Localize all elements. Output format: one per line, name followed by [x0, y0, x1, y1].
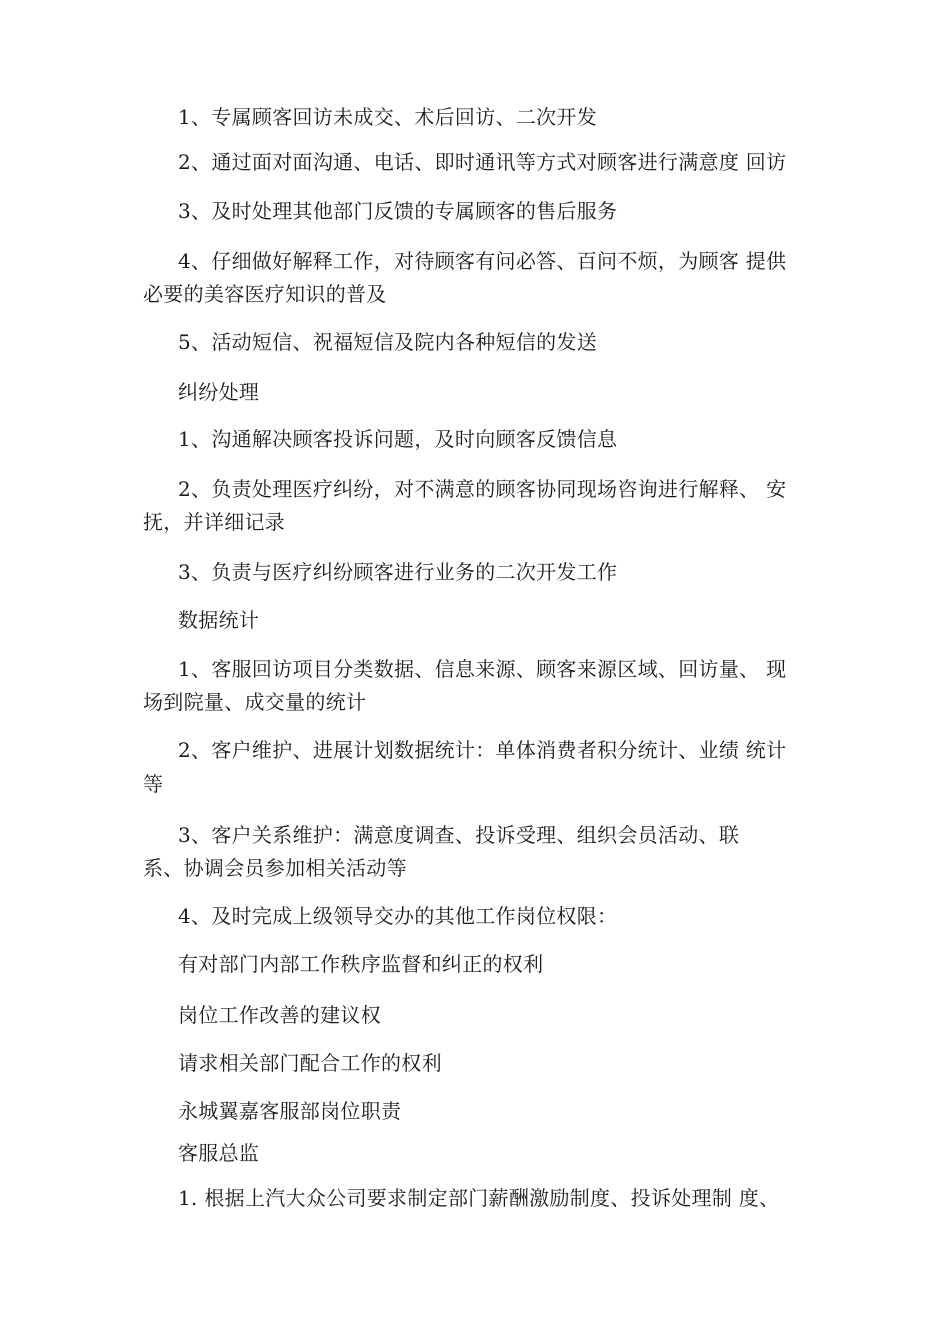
statistics-item-2-continued: 等	[143, 772, 164, 796]
dispute-item-2-continued: 抚，并详细记录	[143, 510, 286, 534]
section-heading-director: 客服总监	[178, 1141, 260, 1165]
statistics-item-4: 4、及时完成上级领导交办的其他工作岗位权限：	[178, 904, 618, 928]
duty-item-1: 1、专属顾客回访未成交、术后回访、二次开发	[178, 105, 598, 129]
authority-item-2: 岗位工作改善的建议权	[178, 1003, 381, 1027]
statistics-item-1: 1、客服回访项目分类数据、信息来源、顾客来源区域、回访量、 现	[178, 657, 787, 681]
dispute-item-1: 1、沟通解决顾客投诉问题，及时向顾客反馈信息	[178, 427, 618, 451]
duty-item-5: 5、活动短信、祝福短信及院内各种短信的发送	[178, 330, 598, 354]
statistics-item-3: 3、客户关系维护：满意度调查、投诉受理、组织会员活动、联	[178, 823, 740, 847]
statistics-item-1-continued: 场到院量、成交量的统计	[143, 690, 367, 714]
duty-item-3: 3、及时处理其他部门反馈的专属顾客的售后服务	[178, 199, 618, 223]
director-item-1: 1. 根据上汽大众公司要求制定部门薪酬激励制度、投诉处理制 度、	[178, 1186, 780, 1210]
statistics-item-3-continued: 系、协调会员参加相关活动等	[143, 856, 407, 880]
statistics-item-2: 2、客户维护、进展计划数据统计：单体消费者积分统计、业绩 统计	[178, 738, 787, 762]
section-heading-department: 永城翼嘉客服部岗位职责	[178, 1099, 402, 1123]
authority-item-1: 有对部门内部工作秩序监督和纠正的权利	[178, 952, 544, 976]
section-heading-statistics: 数据统计	[178, 608, 260, 632]
dispute-item-3: 3、负责与医疗纠纷顾客进行业务的二次开发工作	[178, 560, 618, 584]
dispute-item-2: 2、负责处理医疗纠纷，对不满意的顾客协同现场咨询进行解释、 安	[178, 477, 787, 501]
authority-item-3: 请求相关部门配合工作的权利	[178, 1051, 442, 1075]
duty-item-4: 4、仔细做好解释工作，对待顾客有问必答、百问不烦，为顾客 提供	[178, 249, 787, 273]
duty-item-2: 2、通过面对面沟通、电话、即时通讯等方式对顾客进行满意度 回访	[178, 150, 787, 174]
duty-item-4-continued: 必要的美容医疗知识的普及	[143, 282, 387, 306]
section-heading-dispute: 纠纷处理	[178, 380, 260, 404]
